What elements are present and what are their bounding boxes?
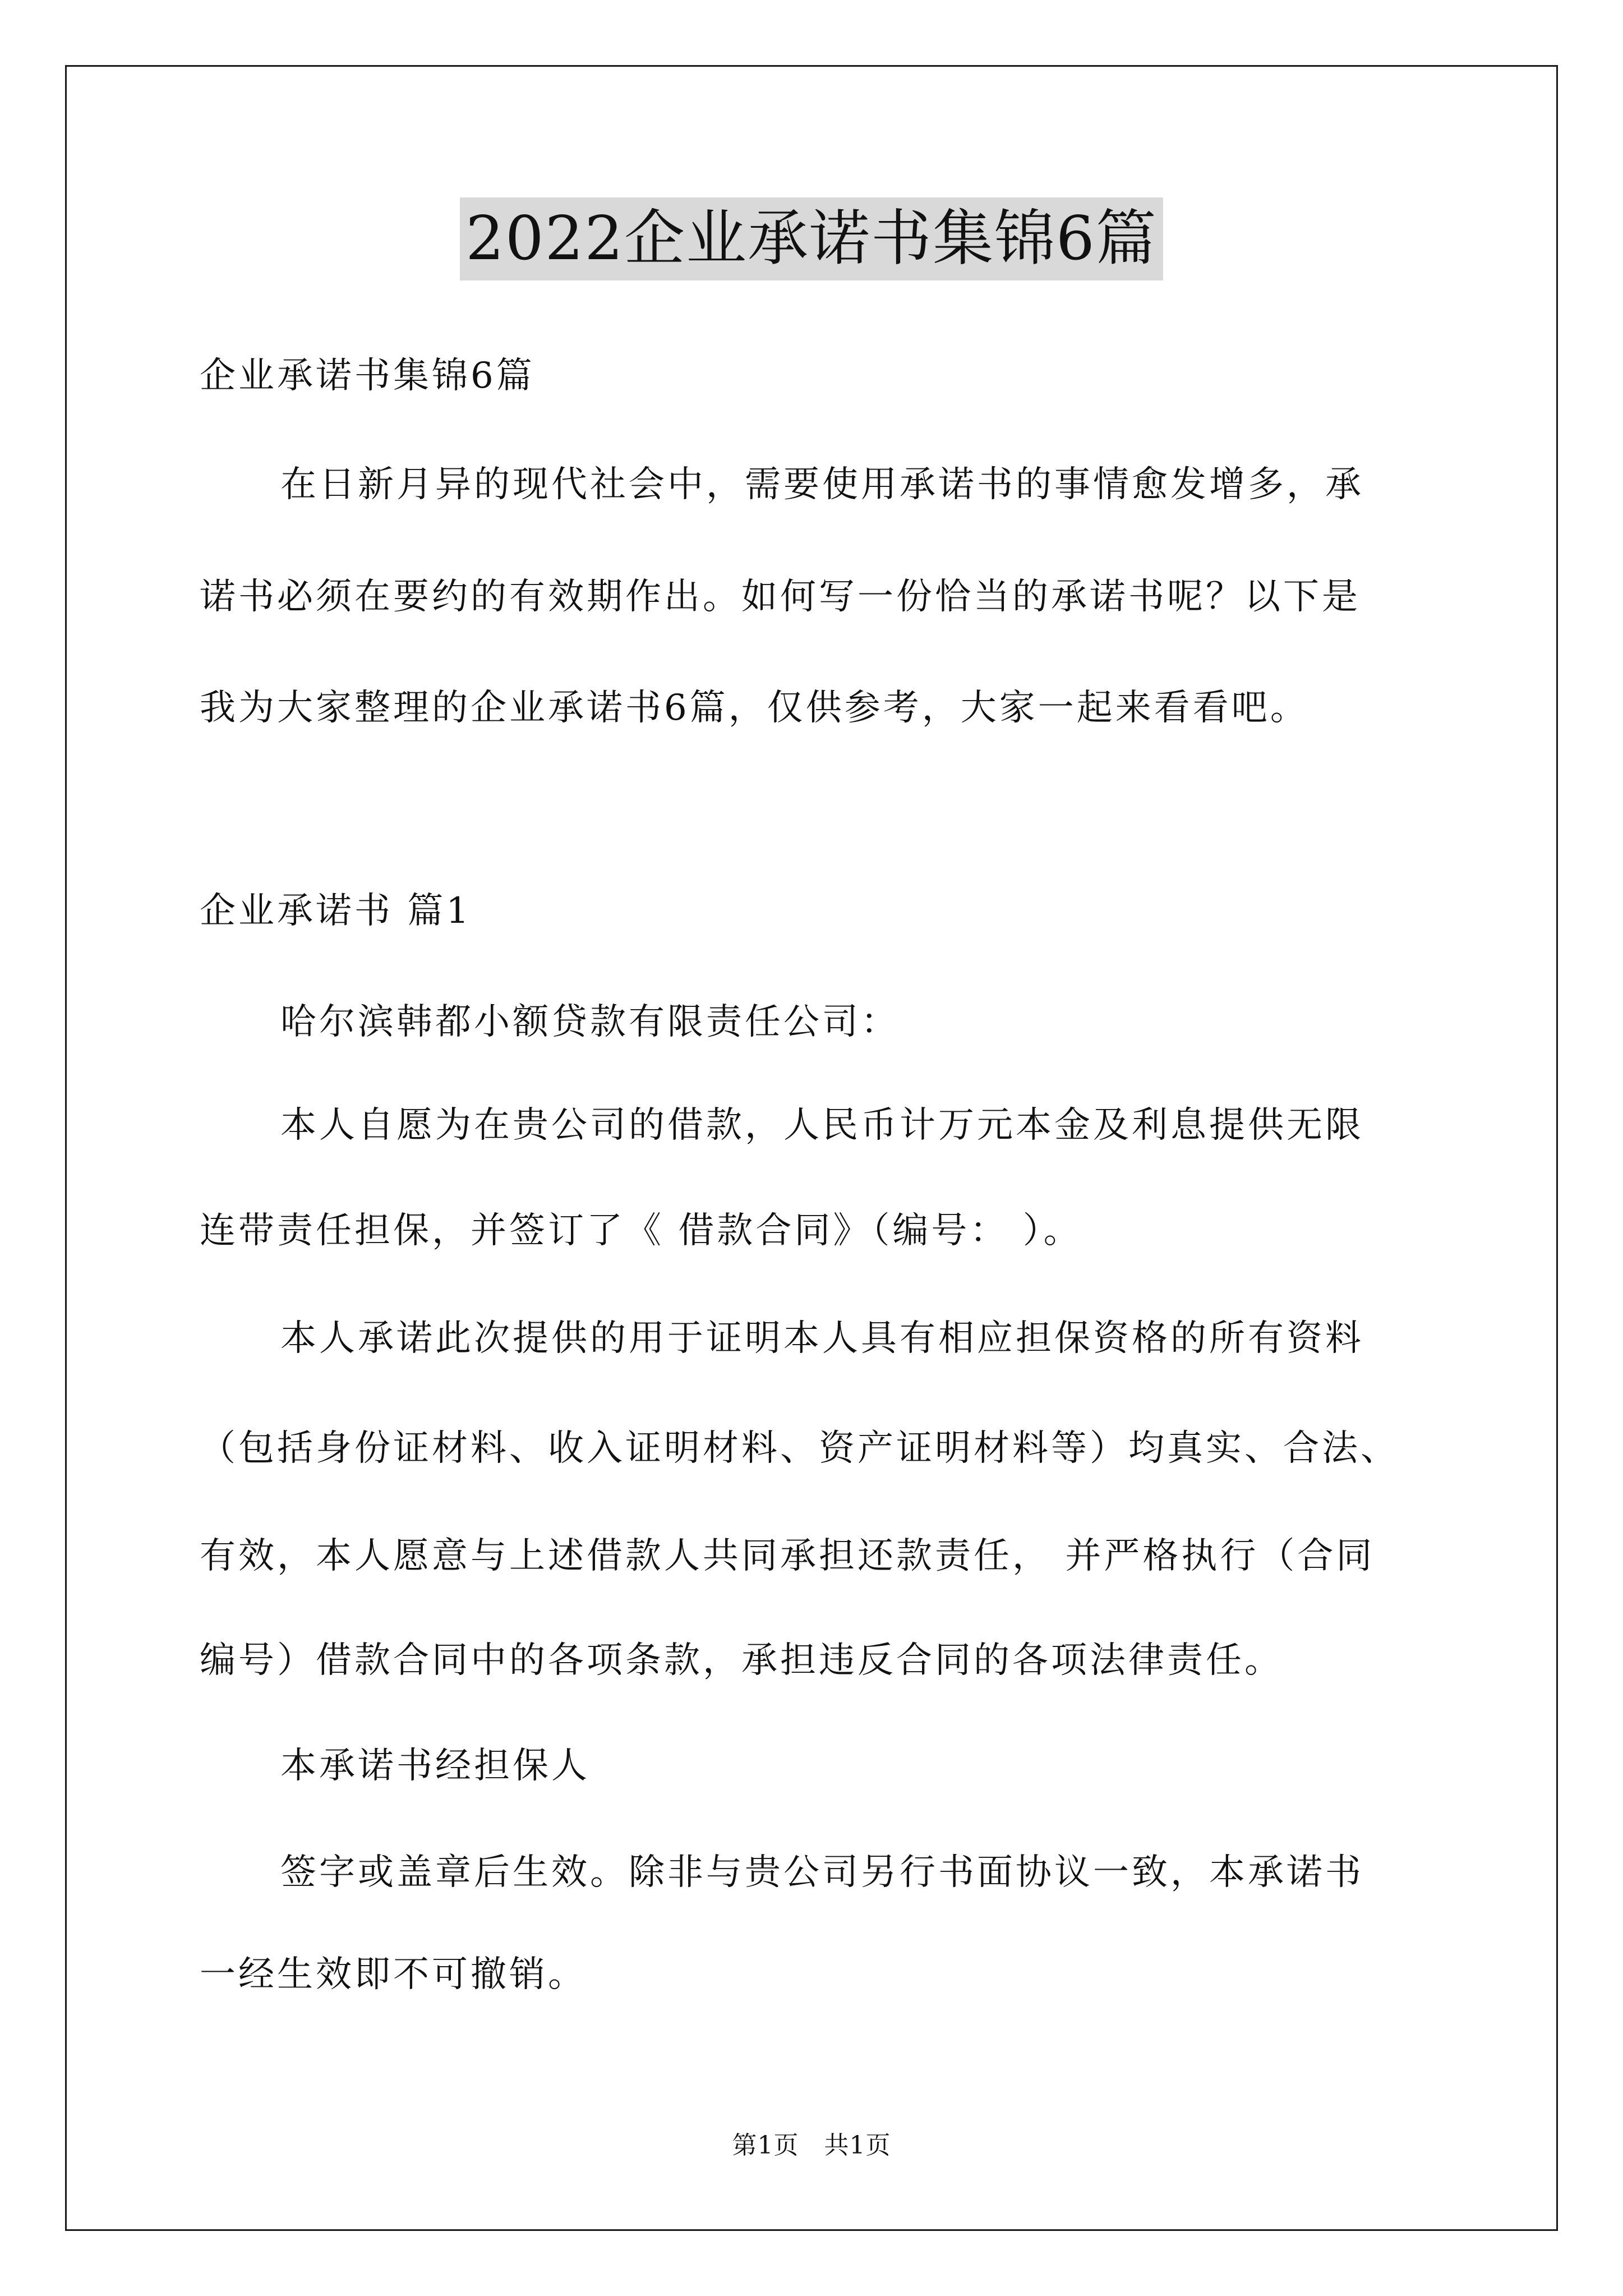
body-line: 本人承诺此次提供的用于证明本人具有相应担保资格的所有资料 <box>280 1318 1364 1359</box>
body-line: 本承诺书经担保人 <box>280 1745 590 1787</box>
body-line: 本人自愿为在贵公司的借款，人民币计万元本金及利息提供无限 <box>280 1105 1364 1146</box>
intro-line: 在日新月异的现代社会中，需要使用承诺书的事情愈发增多，承 <box>280 464 1364 505</box>
body-line: 有效，本人愿意与上述借款人共同承担还款责任， 并严格执行（合同 <box>200 1535 1375 1577</box>
body-line: 一经生效即不可撤销。 <box>200 1954 587 1995</box>
body-line: 签字或盖章后生效。除非与贵公司另行书面协议一致，本承诺书 <box>280 1852 1364 1893</box>
intro-line: 我为大家整理的企业承诺书6篇，仅供参考，大家一起来看看吧。 <box>200 687 1309 729</box>
page-number: 第1页 共1页 <box>732 2131 891 2160</box>
section-heading: 企业承诺书 篇1 <box>200 890 472 932</box>
body-line: 哈尔滨韩都小额贷款有限责任公司： <box>280 1001 900 1043</box>
intro-line: 诺书必须在要约的有效期作出。如何写一份恰当的承诺书呢？以下是 <box>200 576 1361 618</box>
subtitle: 企业承诺书集锦6篇 <box>200 355 535 397</box>
title-container <box>0 197 1623 280</box>
document-title: 2022企业承诺书集锦6篇 <box>460 197 1163 280</box>
body-line: 连带责任担保，并签订了《 借款合同》（编号： ）。 <box>200 1210 1082 1251</box>
body-line: （包括身份证材料、收入证明材料、资产证明材料等）均真实、合法、 <box>200 1428 1399 1469</box>
body-line: 编号）借款合同中的各项条款，承担违反合同的各项法律责任。 <box>200 1640 1283 1681</box>
